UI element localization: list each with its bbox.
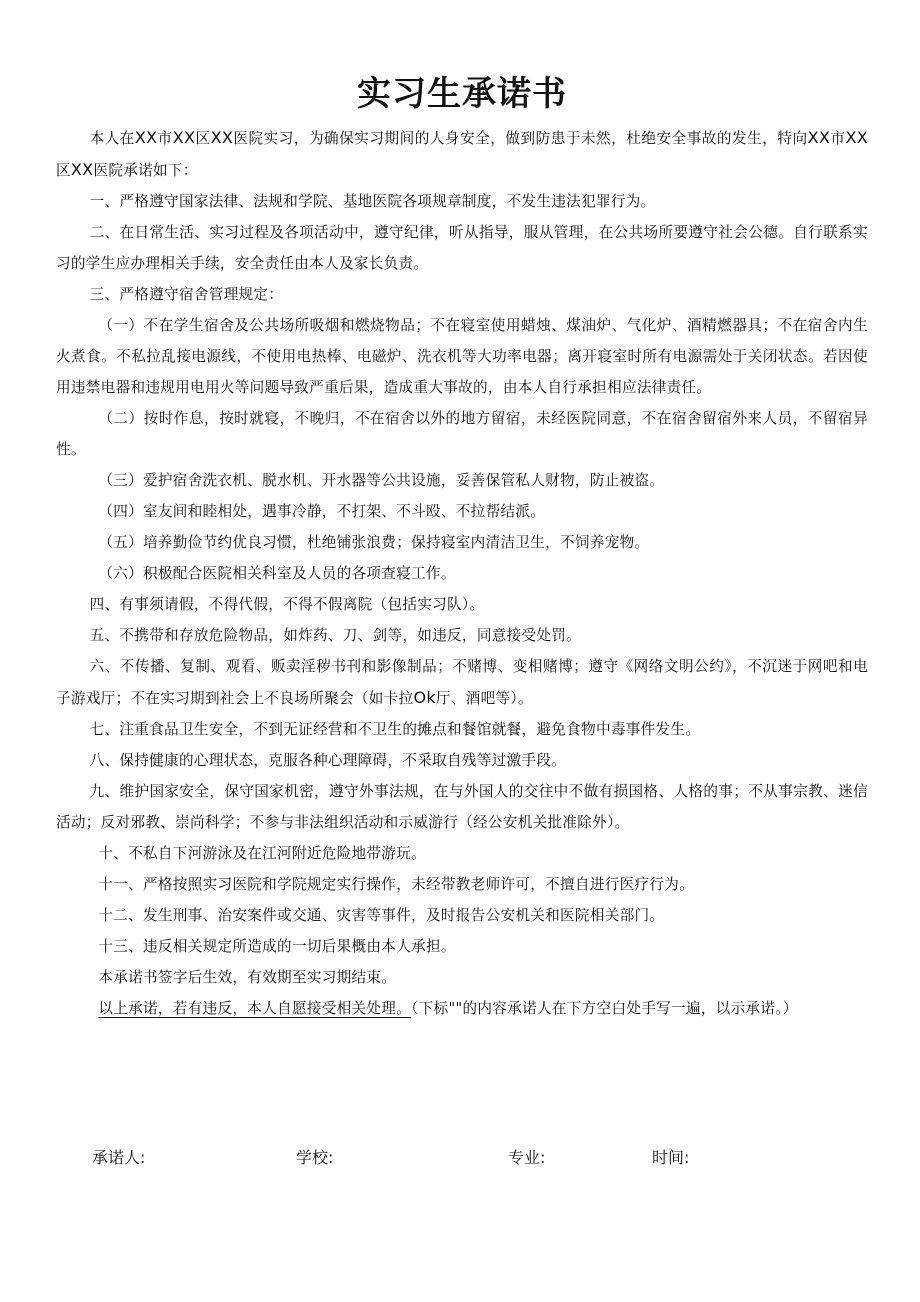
time-label: 时间: — [652, 1148, 690, 1167]
item-1: 一、严格遵守国家法律、法规和学院、基地医院各项规章制度，不发生违法犯罪行为。 — [89, 193, 656, 210]
item-3-2: （二）按时作息，按时就寝，不晚归，不在宿舍以外的地方留宿，未经医院同意，不在宿舍留宿外来人员，不留宿异性。 — [56, 410, 868, 458]
item-2: 二、在日常生活、实习过程及各项活动中，遵守纪律，听从指导，服从管理，在公共场所要遵守社会公德。自行联系实习的学生应办理相关手续，安全责任由本人及家长负责。 — [56, 224, 868, 272]
item-11: 十一、严格按照实习医院和学院规定实行操作，未经带教老师许可，不擅自进行医疗行为。 — [98, 876, 695, 893]
document-title: 实习生承诺书 — [357, 74, 567, 114]
effect-statement: 本承诺书签字后生效，有效期至实习期结束。 — [98, 969, 397, 986]
pledge-statement — [56, 993, 868, 1024]
placeholder-xx: XX — [172, 128, 196, 147]
promisor-label: 承诺人: — [92, 1148, 146, 1167]
item-6-text-end: 厅、酒吧等）。 — [435, 690, 533, 707]
item-4: 四、有事须请假，不得代假，不得不假离院（包括实习队）。 — [89, 596, 485, 613]
placeholder-xx: XX — [70, 160, 94, 179]
intro-text: 医院承诺如下： — [93, 162, 198, 179]
intro-text: 区 — [56, 162, 71, 179]
major-label: 专业: — [508, 1148, 546, 1167]
item-7: 七、注重食品卫生安全，不到无证经营和不卫生的摊点和餐馆就餐，避免食物中毒事件发生。 — [89, 721, 701, 738]
intro-text: 市 — [157, 130, 173, 147]
school-label: 学校: — [296, 1148, 334, 1167]
item-3-5: （五）培养勤俭节约优良习惯，杜绝铺张浪费；保持寝室内清洁卫生，不饲养宠物。 — [98, 534, 650, 551]
item-13: 十三、违反相关规定所造成的一切后果概由本人承担。 — [98, 938, 456, 955]
intro-text: 本人在 — [89, 130, 135, 147]
intro-text: 区 — [195, 130, 211, 147]
item-6-text: 六、不传播、复制、观看、贩卖淫秽书刊和影像制品；不赌博、变相赌博；遵守《网络文明公约》，不沉迷于网吧和电子游戏厅；不在实习期到社会上不良场所聚会（如卡拉 — [56, 658, 868, 707]
placeholder-xx: XX — [807, 128, 831, 147]
intro-paragraph — [56, 122, 868, 186]
item-6-ok: Ok — [413, 688, 436, 707]
placeholder-xx: XX — [845, 128, 868, 147]
placeholder-xx: XX — [210, 128, 234, 147]
document-page — [56, 0, 868, 1024]
item-12: 十二、发生刑事、治安案件或交通、灾害等事件，及时报告公安机关和医院相关部门。 — [98, 907, 665, 924]
item-6 — [56, 651, 868, 714]
pledge-note: （下标""的内容承诺人在下方空白处手写一遍，以示承诺。） — [411, 1000, 798, 1017]
item-5: 五、不携带和存放危险物品，如炸药、刀、剑等，如违反，同意接受处罚。 — [89, 627, 582, 644]
signature-row — [92, 1145, 792, 1175]
item-3-6: （六）积极配合医院相关科室及人员的各项查寝工作。 — [98, 565, 456, 582]
placeholder-xx: XX — [134, 128, 158, 147]
item-3-3: （三）爱护宿舍洗衣机、脱水机、开水器等公共设施，妥善保管私人财物，防止被盗。 — [98, 472, 665, 489]
pledge-underlined-text: 以上承诺，若有违反，本人自愿接受相关处理。 — [98, 1000, 412, 1017]
intro-text: 市 — [830, 130, 846, 147]
document-body — [56, 122, 868, 1024]
item-10: 十、不私自下河游泳及在江河附近危险地带游玩。 — [98, 845, 426, 862]
item-9: 九、维护国家安全，保守国家机密，遵守外事法规，在与外国人的交往中不做有损国格、人格的事；不从事宗教、迷信活动；反对邪教、崇尚科学；不参与非法组织活动和示威游行（经公安机关批准除外）。 — [56, 783, 868, 831]
item-8: 八、保持健康的心理状态，克服各种心理障碍，不采取自残等过激手段。 — [89, 752, 567, 769]
item-3-4: （四）室友间和睦相处，遇事冷静，不打架、不斗殴、不拉帮结派。 — [98, 503, 546, 520]
item-3: 三、严格遵守宿舍管理规定： — [89, 286, 284, 303]
intro-text: 医院实习，为确保实习期间的人身安全，做到防患于未然，杜绝安全事故的发生，特向 — [233, 130, 808, 147]
item-3-1: （一）不在学生宿舍及公共场所吸烟和燃烧物品；不在寝室使用蜡烛、煤油炉、气化炉、酒精燃器具；不在宿舍内生火煮食。不私拉乱接电源线，不使用电热棒、电磁炉、洗衣机等大功率电器；离开寝室时所有电源需处于关闭状态。若因使用违禁电器和违规用电用火等问题导致严重后果，造成重大事故的，由本人自行承担相应法律责任。 — [56, 317, 868, 396]
